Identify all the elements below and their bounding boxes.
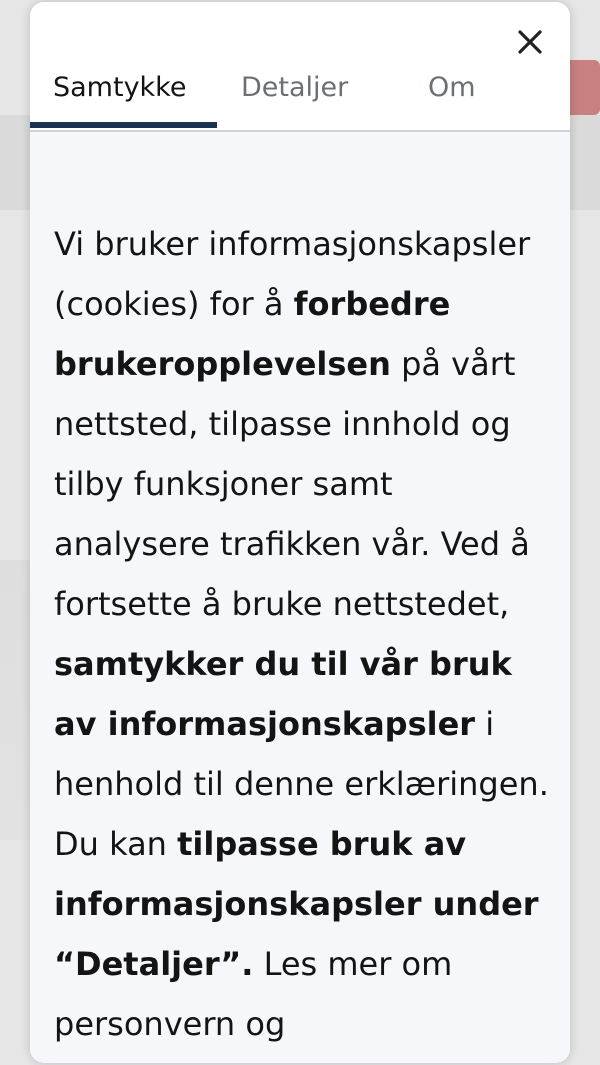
tab-detaljer[interactable]: Detaljer: [241, 72, 349, 103]
background-edge: [0, 560, 34, 840]
close-button[interactable]: [508, 20, 552, 64]
dialog-header: [30, 2, 570, 132]
active-tab-indicator: [30, 122, 217, 128]
consent-text: [54, 214, 554, 1054]
close-icon: [516, 28, 544, 56]
consent-text-part: Vi bruker informasjonskapsler (cookies) for å: [54, 225, 531, 323]
consent-emphasis-agree: samtykker du til vår bruk av informasjonskapsler: [54, 645, 512, 743]
tab-om[interactable]: Om: [428, 72, 476, 103]
tab-samtykke[interactable]: Samtykke: [53, 72, 187, 103]
consent-text-part: på vårt nettsted, tilpasse innhold og tilby funksjoner samt analysere trafikken vår. Ved å fortsette å bruke nettstedet,: [54, 345, 530, 623]
consent-text-part: Les mer om personvern og: [54, 945, 453, 1043]
consent-emphasis-improve: forbedre brukeropplevelsen: [54, 285, 451, 383]
consent-emphasis-customize: tilpasse bruk av informasjonskapsler under “Detaljer”.: [54, 825, 539, 983]
consent-text-part: i henhold til denne erklæringen. Du kan: [54, 705, 549, 863]
cookie-consent-dialog: [30, 2, 570, 1063]
